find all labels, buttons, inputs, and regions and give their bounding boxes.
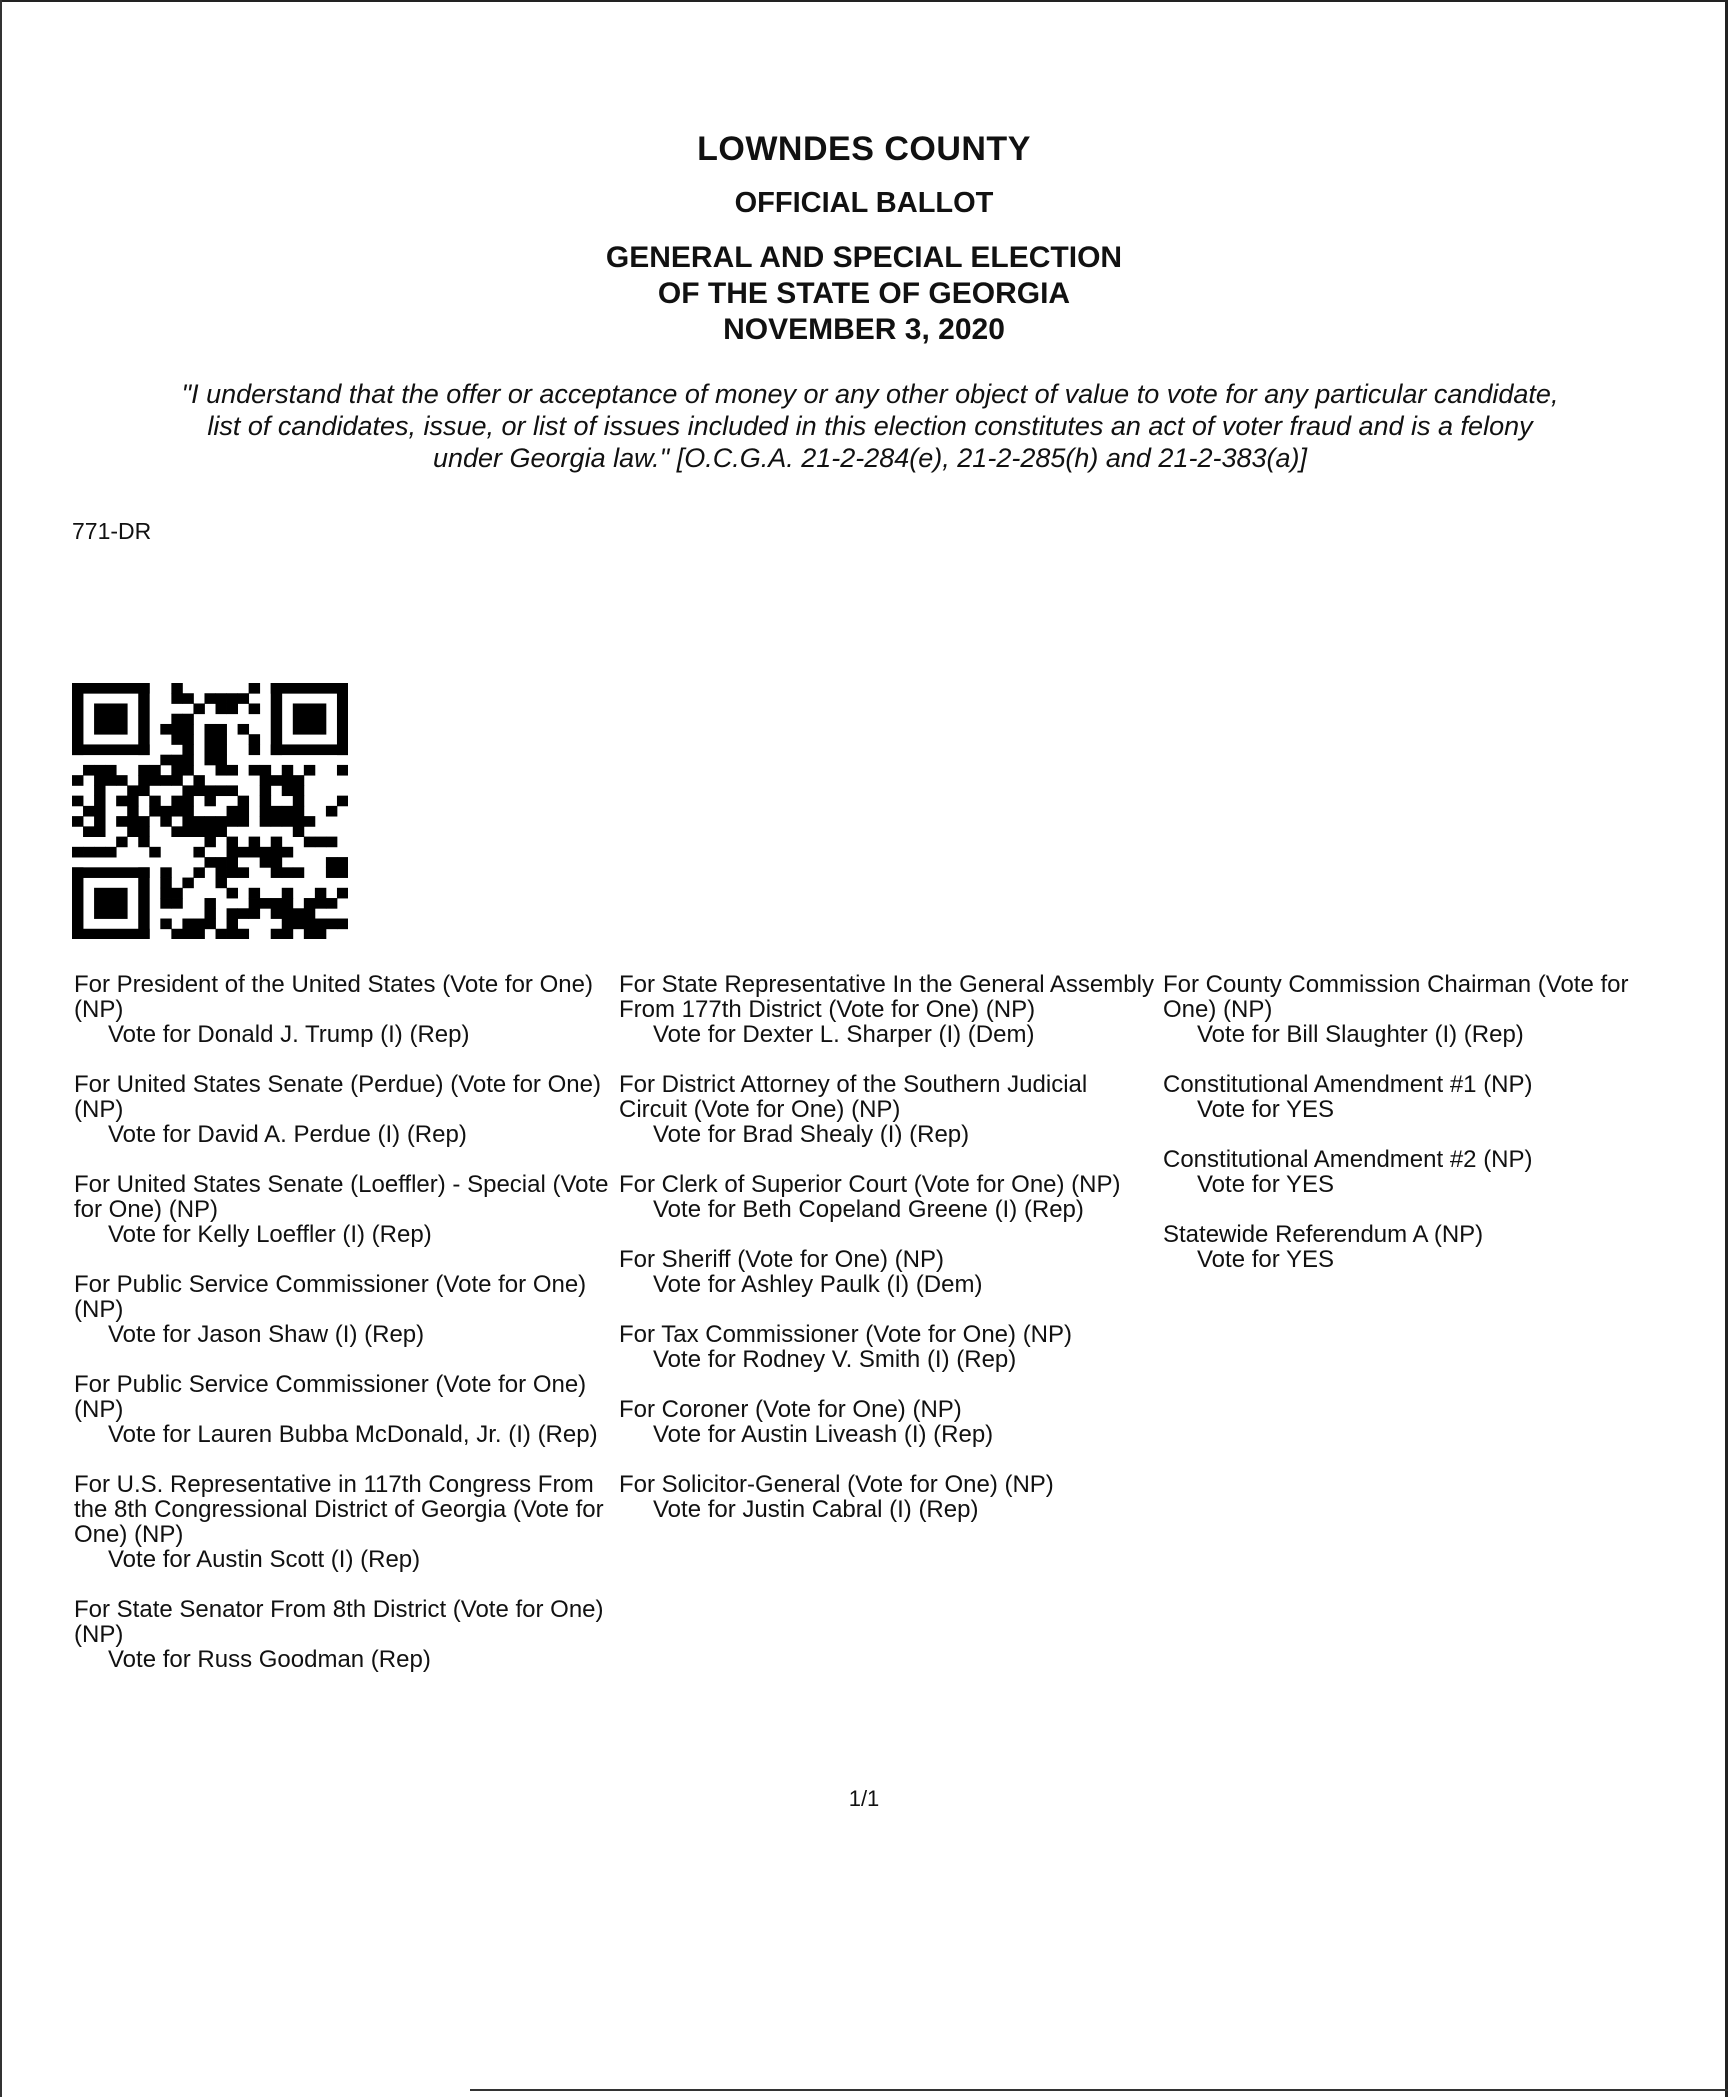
contest-title: For Coroner (Vote for One) (NP) [619, 1396, 962, 1423]
qr-code-icon [72, 683, 348, 939]
contest-selection: Vote for Beth Copeland Greene (I) (Rep) [653, 1196, 1084, 1223]
contest-selection: Vote for YES [1197, 1171, 1334, 1198]
contest-entry [74, 1472, 614, 1572]
contest-entry [1163, 1147, 1683, 1197]
contest-title: For Sheriff (Vote for One) (NP) [619, 1246, 944, 1273]
election-title [0, 240, 1728, 348]
contest-title: For President of the United States (Vote for One) (NP) [74, 971, 593, 1023]
contest-title: For United States Senate (Perdue) (Vote for One) (NP) [74, 1071, 601, 1123]
page-border-bottom [470, 2089, 1728, 2091]
contest-entry [619, 1072, 1159, 1147]
voter-fraud-oath [80, 378, 1660, 474]
contest-selection: Vote for Russ Goodman (Rep) [108, 1646, 431, 1673]
contest-selection: Vote for Kelly Loeffler (I) (Rep) [108, 1221, 432, 1248]
contest-entry [1163, 972, 1683, 1047]
contest-entry [1163, 1072, 1683, 1122]
contest-title: Statewide Referendum A (NP) [1163, 1221, 1484, 1248]
page-number: 1/1 [848, 1786, 880, 1811]
contest-title: For County Commission Chairman (Vote for One) (NP) [1163, 971, 1629, 1023]
contest-selection: Vote for Brad Shealy (I) (Rep) [653, 1121, 970, 1148]
contest-selection: Vote for YES [1197, 1246, 1334, 1273]
contest-entry [74, 1172, 614, 1247]
contest-title: For District Attorney of the Southern Judicial Circuit (Vote for One) (NP) [619, 1071, 1088, 1123]
contest-entry [74, 1372, 614, 1447]
contest-entry [619, 1172, 1159, 1222]
contest-title: Constitutional Amendment #2 (NP) [1163, 1146, 1533, 1173]
contest-entry [619, 1472, 1159, 1522]
contest-selection: Vote for David A. Perdue (I) (Rep) [108, 1121, 467, 1148]
contest-title: For Solicitor-General (Vote for One) (NP) [619, 1471, 1054, 1498]
county-title: LOWNDES COUNTY [697, 130, 1031, 168]
contest-selection: Vote for Austin Scott (I) (Rep) [108, 1546, 421, 1573]
contest-selection: Vote for Rodney V. Smith (I) (Rep) [653, 1346, 1017, 1373]
page-border-top [0, 0, 1728, 2]
contest-entry [74, 972, 614, 1047]
contest-entry [1163, 1222, 1683, 1272]
contest-entry [74, 1272, 614, 1347]
contest-title: For State Representative In the General Assembly From 177th District (Vote for One) (NP) [619, 971, 1154, 1023]
ballot-type: OFFICIAL BALLOT [734, 187, 994, 219]
contest-column-3 [1163, 972, 1683, 1297]
contest-column-2 [619, 972, 1159, 1547]
oath-line-1: "I understand that the offer or acceptance of money or any other object of value to vote for any particular candidate, [181, 379, 1559, 409]
contest-title: For U.S. Representative in 117th Congress From the 8th Congressional District of Georgia (Vote for One) (NP) [74, 1471, 604, 1548]
contest-entry [619, 1322, 1159, 1372]
contest-entry [619, 1247, 1159, 1297]
oath-line-3: under Georgia law." [O.C.G.A. 21-2-284(e), 21-2-285(h) and 21-2-383(a)] [432, 443, 1308, 473]
contest-selection: Vote for Jason Shaw (I) (Rep) [108, 1321, 425, 1348]
contest-entry [619, 972, 1159, 1047]
contest-title: For Tax Commissioner (Vote for One) (NP) [619, 1321, 1073, 1348]
contest-column-1 [74, 972, 614, 1697]
contest-title: For State Senator From 8th District (Vote for One) (NP) [74, 1596, 604, 1648]
contest-selection: Vote for Dexter L. Sharper (I) (Dem) [653, 1021, 1035, 1048]
election-date: NOVEMBER 3, 2020 [723, 313, 1005, 346]
contest-title: For Public Service Commissioner (Vote for One) (NP) [74, 1371, 587, 1423]
contest-entry [74, 1072, 614, 1147]
ballot-style-code: 771-DR [72, 518, 152, 544]
election-line-1: GENERAL AND SPECIAL ELECTION [605, 241, 1123, 274]
contest-selection: Vote for Austin Liveash (I) (Rep) [653, 1421, 994, 1448]
contest-title: For United States Senate (Loeffler) - Special (Vote for One) (NP) [74, 1171, 609, 1223]
contest-entry [74, 1597, 614, 1672]
ballot-header [0, 130, 1728, 348]
contest-selection: Vote for Bill Slaughter (I) (Rep) [1197, 1021, 1524, 1048]
contest-selection: Vote for YES [1197, 1096, 1334, 1123]
contest-entry [619, 1397, 1159, 1447]
contest-title: For Public Service Commissioner (Vote for One) (NP) [74, 1271, 587, 1323]
contest-title: For Clerk of Superior Court (Vote for One) (NP) [619, 1171, 1121, 1198]
contest-selection: Vote for Justin Cabral (I) (Rep) [653, 1496, 979, 1523]
election-line-2: OF THE STATE OF GEORGIA [657, 277, 1071, 310]
oath-line-2: list of candidates, issue, or list of issues included in this election constitutes an act of voter fraud and is a felony [207, 411, 1533, 441]
contest-selection: Vote for Lauren Bubba McDonald, Jr. (I) (Rep) [108, 1421, 598, 1448]
contest-selection: Vote for Ashley Paulk (I) (Dem) [653, 1271, 983, 1298]
contest-selection: Vote for Donald J. Trump (I) (Rep) [108, 1021, 470, 1048]
contest-title: Constitutional Amendment #1 (NP) [1163, 1071, 1533, 1098]
